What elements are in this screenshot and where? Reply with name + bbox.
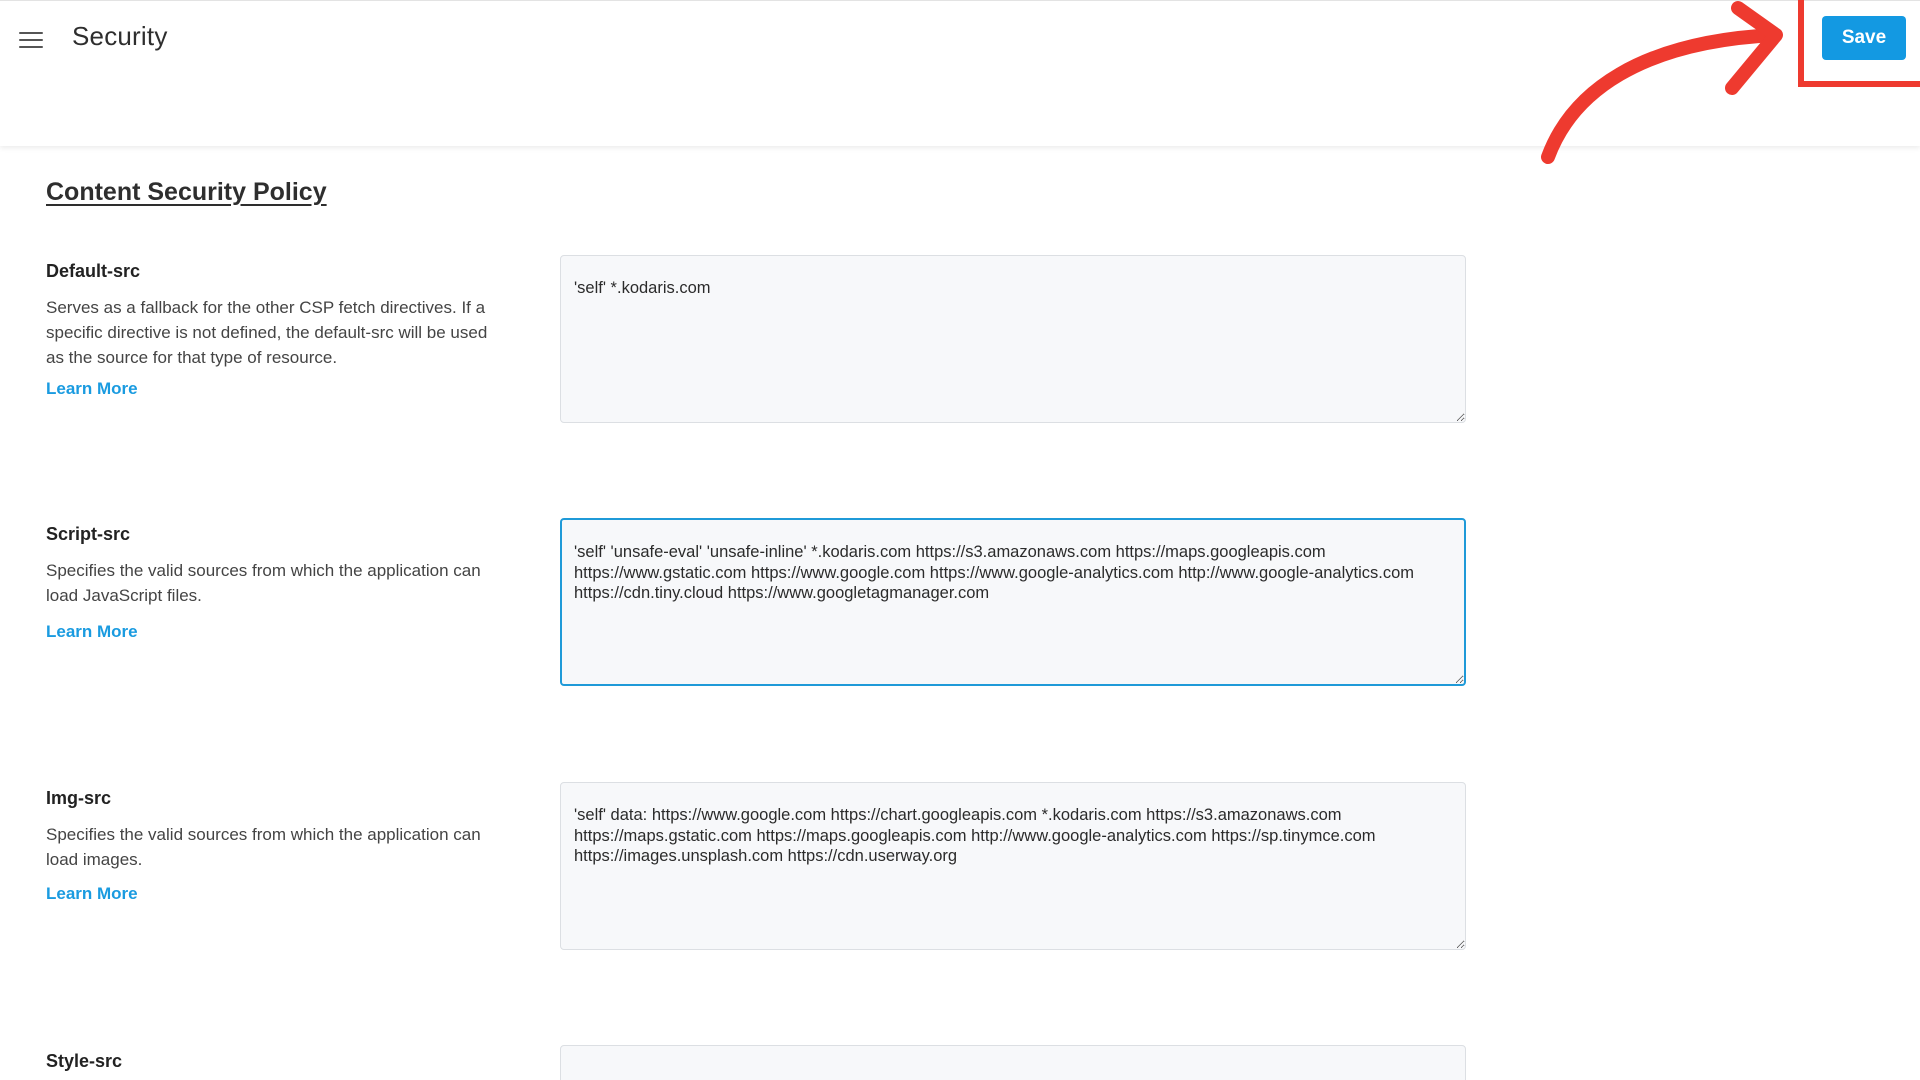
section-title: Content Security Policy	[46, 178, 327, 206]
directive-label: Script-src	[46, 524, 131, 544]
directive-label: Img-src	[46, 788, 112, 808]
directive-label: Default-src	[46, 261, 141, 281]
directive-img-src	[0, 788, 1920, 958]
default-src-textarea[interactable]	[560, 255, 1466, 423]
learn-more-link[interactable]: Learn More	[46, 884, 138, 903]
img-src-textarea[interactable]	[560, 782, 1466, 950]
learn-more-link[interactable]: Learn More	[46, 379, 138, 398]
save-button[interactable]: Save	[1822, 16, 1906, 60]
directive-description: Serves as a fallback for the other CSP fetch directives. If a specific directive is not defined, the default-src will be used as the source for that type of resource.	[46, 298, 488, 367]
directive-style-src	[0, 1051, 1920, 1080]
main-content	[0, 146, 1920, 1080]
page-title: Security	[72, 21, 168, 51]
annotation-arrow	[1520, 0, 1810, 175]
directive-label: Style-src	[46, 1051, 123, 1071]
script-src-textarea[interactable]	[560, 518, 1466, 686]
style-src-textarea[interactable]	[560, 1045, 1466, 1080]
directive-default-src	[0, 261, 1920, 431]
learn-more-link[interactable]: Learn More	[46, 622, 138, 641]
hamburger-menu-icon[interactable]	[16, 25, 46, 55]
directive-description: Specifies the valid sources from which the application can load JavaScript files.	[46, 561, 481, 605]
directive-description: Specifies the valid sources from which the application can load images.	[46, 825, 481, 869]
directive-script-src	[0, 524, 1920, 694]
